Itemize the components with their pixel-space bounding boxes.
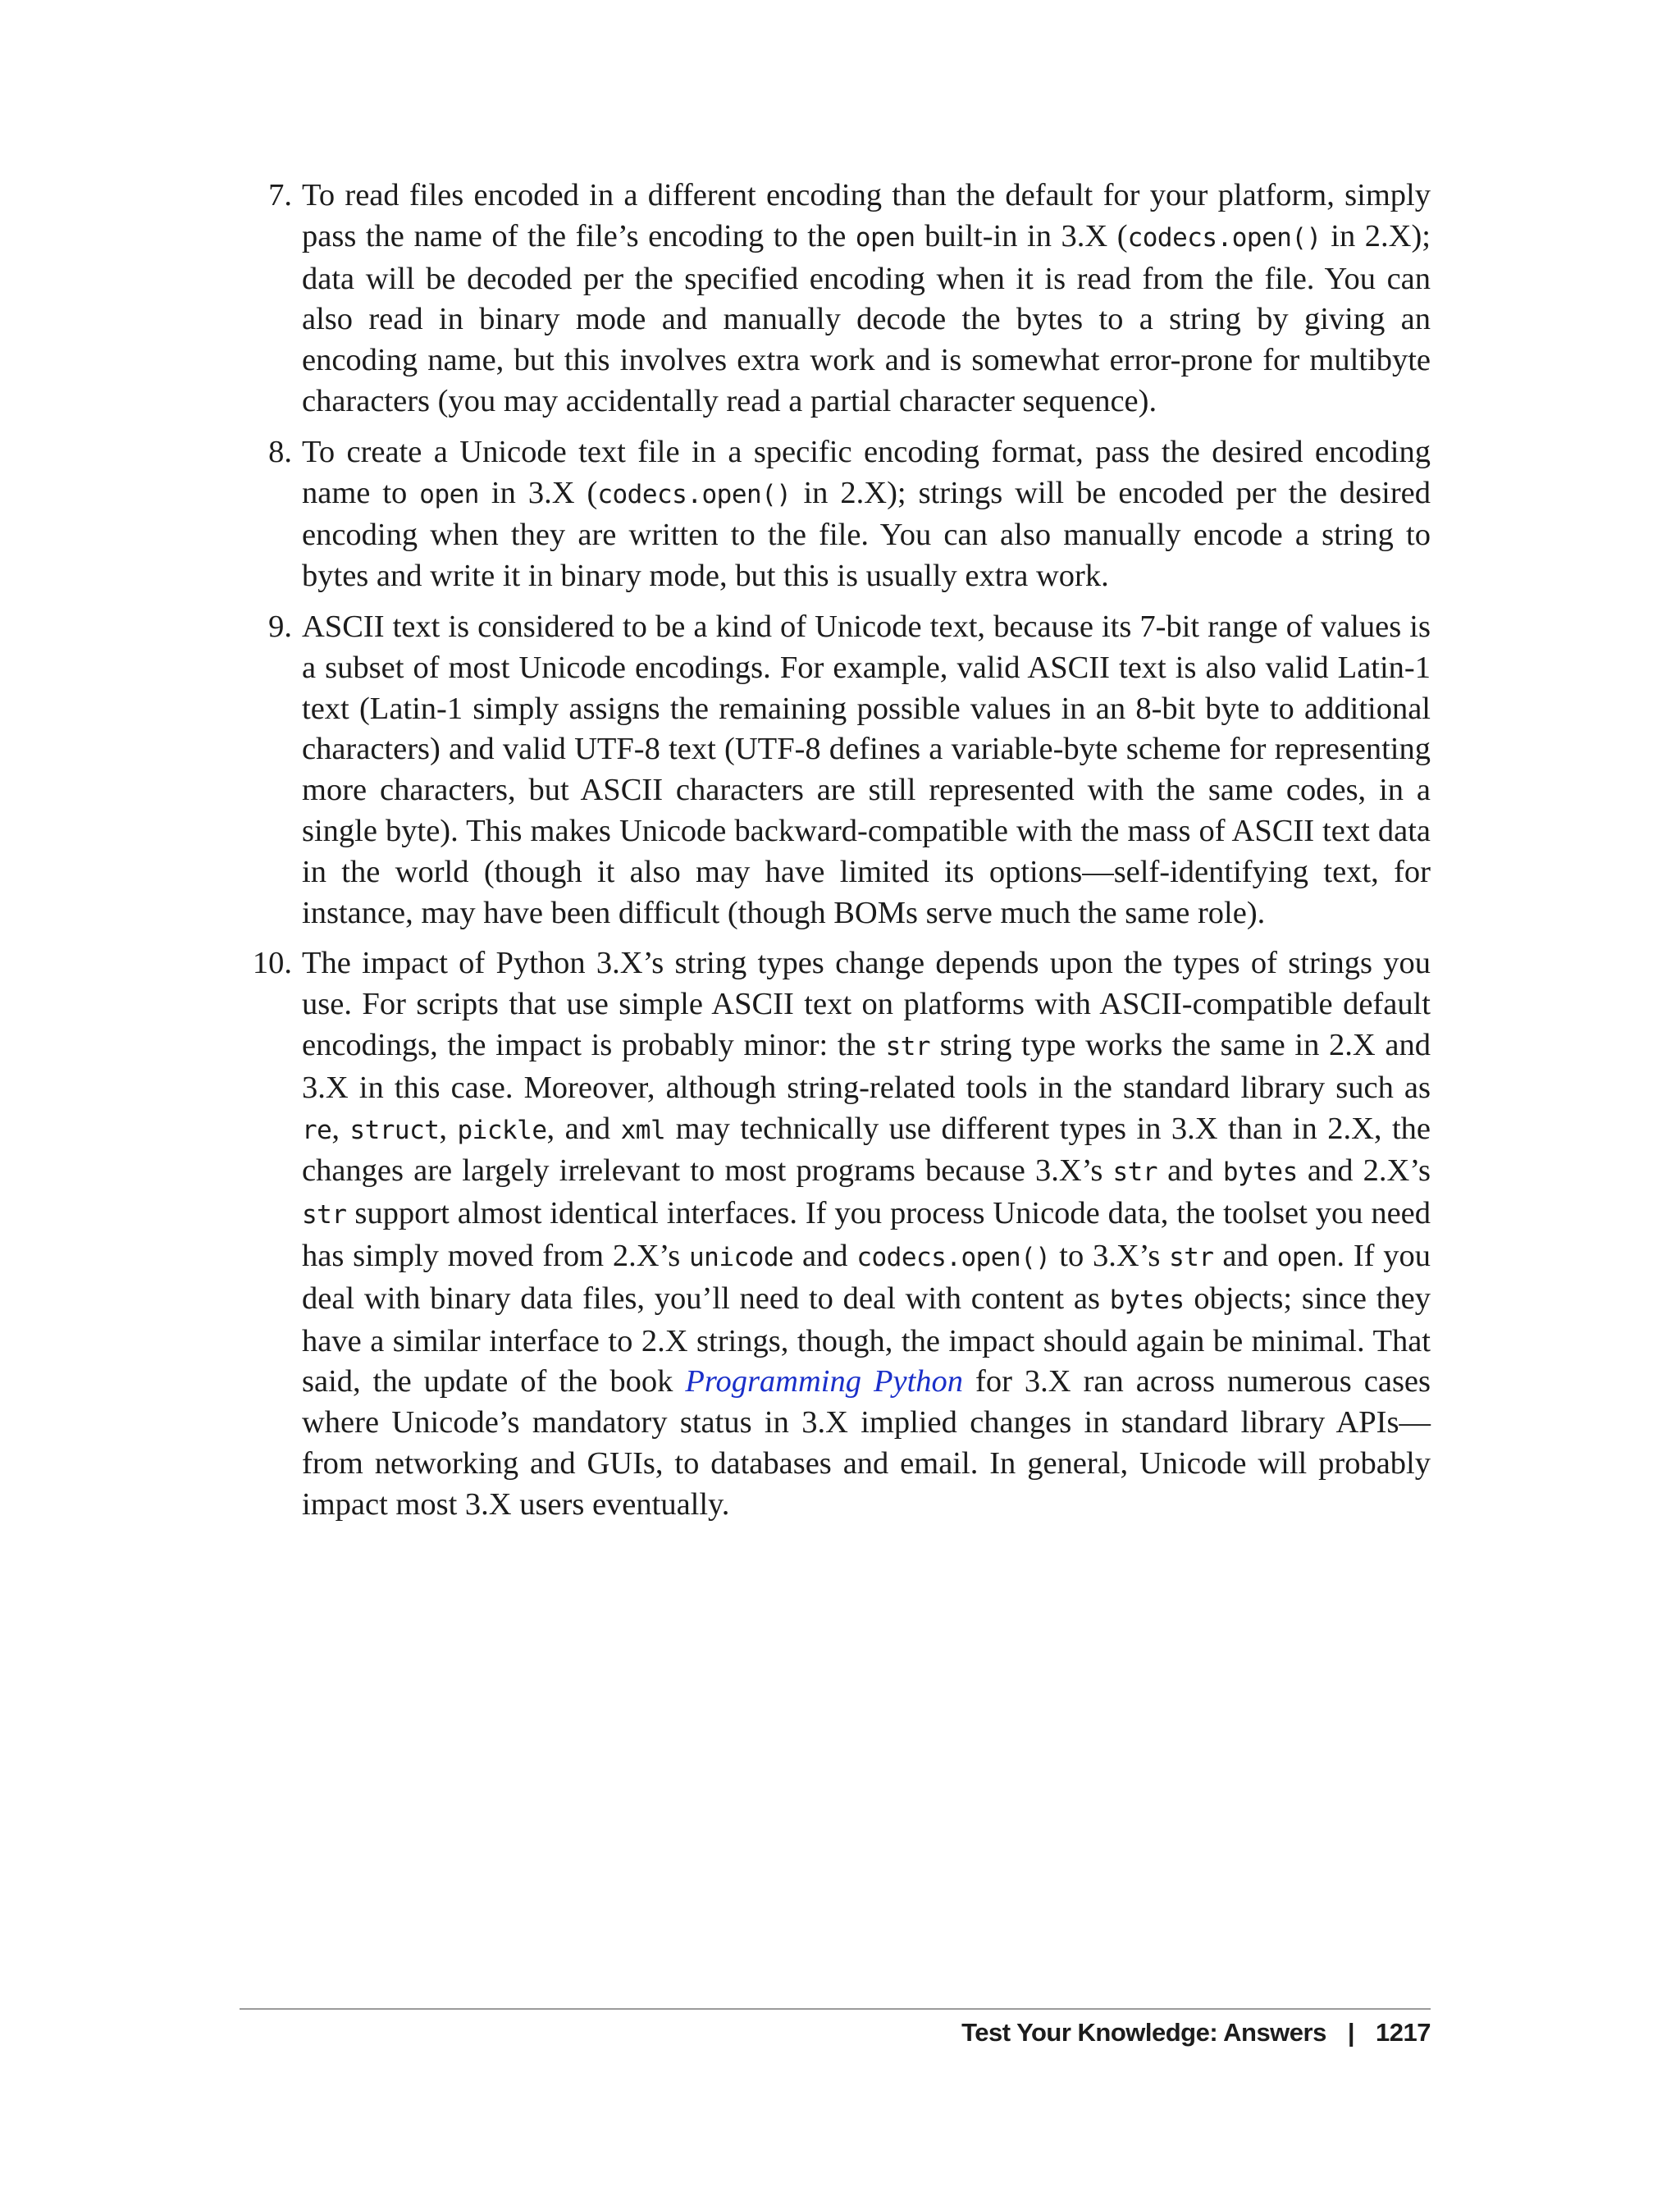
body-text: and xyxy=(793,1238,857,1273)
inline-code: str xyxy=(885,1031,931,1061)
answer-text xyxy=(302,176,1431,422)
footer-section-title: Test Your Knowledge: Answers xyxy=(961,2018,1326,2047)
running-footer xyxy=(961,2018,1431,2048)
body-text: ASCII text is considered to be a kind of Unicode text, because its 7-bit range of values is a subset of most Unicode encodings. For example, valid ASCII text is also valid Latin-1 text (Latin-1 simply assigns the remaining possible values in an 8-bit byte to additional characters) and valid UTF-8 text (UTF-8 defines a variable-byte scheme for representing more characters, but ASCII characters are still represented with the same codes, in a single byte). This makes Unicode backward-compatible with the mass of ASCII text data in the world (though it also may have limited its options—self-identifying text, for instance, may have been difficult (though BOMs serve much the same role). xyxy=(302,609,1431,930)
body-text: . If you deal with binary data files, you’ll need to deal with content as xyxy=(302,1238,1431,1316)
body-text: , xyxy=(439,1111,458,1146)
answer-text xyxy=(302,943,1431,1525)
answer-item-7 xyxy=(240,176,1431,422)
body-text: The impact of Python 3.X’s string types change depends upon the types of strings you use. For scripts that use simple ASCII text on platforms with ASCII-compatible default encodings, the impact is probably minor: the xyxy=(302,946,1431,1062)
inline-code: codecs.open() xyxy=(856,1242,1051,1272)
inline-code: re xyxy=(302,1115,332,1145)
body-text: built-in in 3.X ( xyxy=(915,218,1128,253)
inline-code: pickle xyxy=(457,1115,547,1145)
inline-code: str xyxy=(302,1200,347,1230)
inline-code: open xyxy=(1276,1242,1337,1272)
body-text: in 2.X); data will be decoded per the specified encoding when it is read from the file. You can also read in binary mode and manually decode the bytes to a string by giving an encoding name, but this involves extra work and is somewhat error-prone for multibyte characters (you may accidentally read a partial character sequence). xyxy=(302,218,1431,418)
body-text: string type works the same in 2.X and 3.X in this case. Moreover, although string-related tools in the standard library such as xyxy=(302,1027,1431,1105)
inline-code: open xyxy=(855,222,915,253)
answer-item-10 xyxy=(240,943,1431,1525)
inline-code: open xyxy=(419,479,479,509)
body-text: and 2.X’s xyxy=(1297,1153,1431,1189)
answer-text xyxy=(302,432,1431,597)
body-text: objects; since they have a similar interface to 2.X strings, though, the impact should again be minimal. That said, the update of the book xyxy=(302,1281,1431,1399)
inline-code: str xyxy=(1169,1242,1214,1272)
answer-number: 7. xyxy=(268,178,292,212)
inline-code: str xyxy=(1112,1157,1158,1188)
book-title-link[interactable]: Programming Python xyxy=(685,1364,964,1399)
body-text: and xyxy=(1213,1238,1277,1273)
answer-number: 9. xyxy=(268,609,292,644)
inline-code: struct xyxy=(349,1115,440,1145)
answer-list xyxy=(240,176,1431,1536)
body-text: to 3.X’s xyxy=(1050,1238,1170,1273)
answer-text xyxy=(302,607,1431,934)
answer-item-9 xyxy=(240,607,1431,934)
body-text: may technically use different types in 3.X than in 2.X, the changes are largely irrelevant to most programs because 3.X’s xyxy=(302,1111,1431,1189)
inline-code: xml xyxy=(620,1115,666,1145)
body-text: in 3.X ( xyxy=(478,475,598,510)
footer-separator: | xyxy=(1347,2018,1355,2047)
footer-divider xyxy=(240,2008,1431,2010)
inline-code: bytes xyxy=(1222,1157,1298,1188)
answer-item-8 xyxy=(240,432,1431,597)
body-text: and xyxy=(1157,1153,1223,1189)
answer-number: 10. xyxy=(252,946,292,981)
page-number: 1217 xyxy=(1376,2018,1431,2047)
body-text: support almost identical interfaces. If you process Unicode data, the toolset you need has simply moved from 2.X’s xyxy=(302,1196,1431,1273)
inline-code: unicode xyxy=(689,1242,794,1272)
body-text: , and xyxy=(546,1111,621,1146)
body-text: To create a Unicode text file in a specific encoding format, pass the desired encoding name to xyxy=(302,434,1431,510)
body-text: for 3.X ran across numerous cases where Unicode’s mandatory status in 3.X implied changes in standard library APIs—from networking and GUIs, to databases and email. In general, Unicode will probably impact most 3.X users eventually. xyxy=(302,1364,1431,1522)
inline-code: bytes xyxy=(1109,1285,1185,1315)
body-text: in 2.X); strings will be encoded per the desired encoding when they are written to the file. You can also manually encode a string to bytes and write it in binary mode, but this is usually extra work. xyxy=(302,475,1431,594)
answer-number: 8. xyxy=(268,434,292,469)
body-text: To read files encoded in a different encoding than the default for your platform, simply pass the name of the file’s encoding to the xyxy=(302,178,1431,253)
inline-code: codecs.open() xyxy=(1127,222,1322,253)
inline-code: codecs.open() xyxy=(597,479,792,509)
body-text: , xyxy=(331,1111,350,1146)
